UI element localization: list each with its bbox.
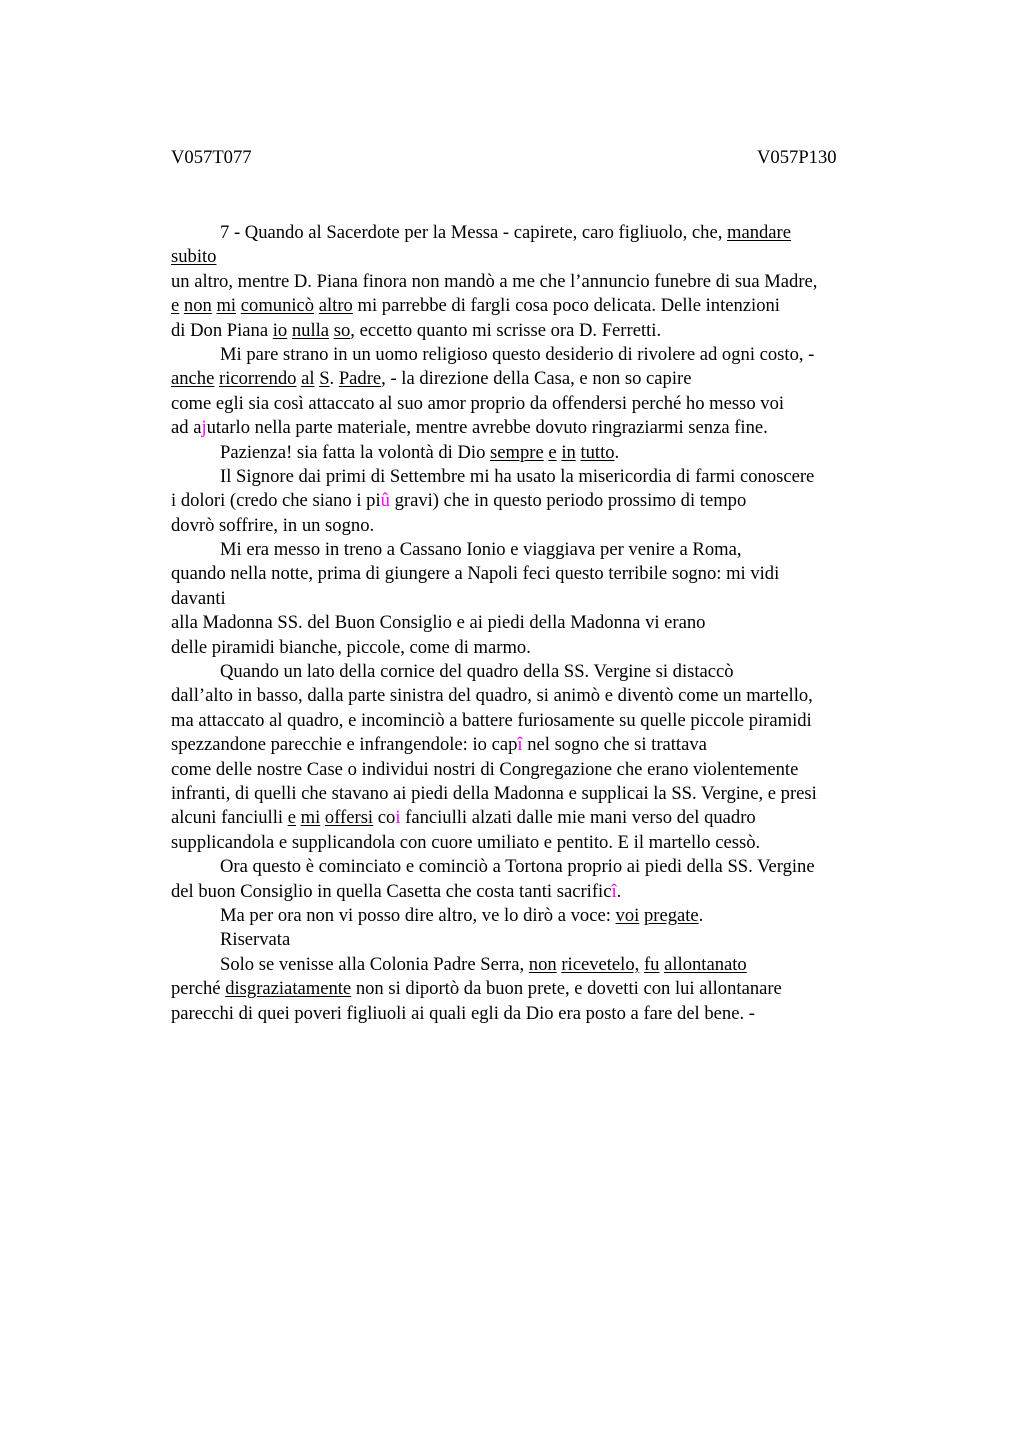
text-segment: Pazienza! sia fatta la volontà di Dio	[220, 441, 491, 463]
text-segment: delle piramidi bianche, piccole, come di marmo.	[171, 636, 531, 658]
text-line	[171, 880, 901, 904]
text-segment: davanti	[171, 587, 226, 609]
text-line	[171, 465, 901, 489]
highlighted-char: i	[395, 807, 401, 829]
underlined-text: altro	[318, 295, 353, 317]
text-line	[171, 758, 901, 782]
underlined-text: ricorrendo	[219, 368, 297, 390]
text-segment: ma attaccato al quadro, e incominciò a battere furiosamente su quelle piccole piramidi	[171, 709, 812, 731]
text-line	[171, 416, 901, 440]
document-code-left: V057T077	[171, 147, 252, 168]
highlighted-char: j	[201, 417, 207, 439]
text-line	[171, 319, 901, 343]
text-segment: come egli sia così attaccato al suo amor proprio da offendersi perché ho messo voi	[171, 392, 785, 414]
text-line	[171, 489, 901, 513]
underlined-text: S	[319, 368, 330, 390]
text-line	[171, 636, 901, 660]
text-segment: .	[329, 368, 339, 390]
text-segment: i dolori (credo che siano i pi	[171, 490, 381, 512]
text-segment: .	[698, 904, 704, 926]
text-line	[171, 392, 901, 416]
text-line	[171, 514, 901, 538]
text-segment: parecchi di quei poveri figliuoli ai quali egli da Dio era posto a fare del bene. -	[171, 1002, 755, 1024]
text-segment: Quando un lato della cornice del quadro della SS. Vergine si distaccò	[220, 661, 734, 683]
text-segment: di Don Piana	[171, 319, 273, 341]
page-code-right: V057P130	[757, 147, 837, 168]
text-line	[171, 1002, 901, 1026]
underlined-text: mandare	[727, 222, 792, 243]
text-line	[171, 367, 901, 391]
text-segment: .	[614, 441, 620, 463]
underlined-text: fu	[643, 953, 660, 975]
text-segment: dall’alto in basso, dalla parte sinistra del quadro, si animò e diventò come un martello,	[171, 685, 813, 707]
text-segment: Mi era messo in treno a Cassano Ionio e viaggiava per venire a Roma,	[220, 539, 742, 561]
underlined-text: anche	[171, 368, 215, 390]
underlined-text: al	[301, 368, 315, 390]
text-segment: Riservata	[220, 929, 291, 951]
highlighted-char: î	[611, 880, 617, 902]
underlined-text: io	[272, 319, 288, 341]
text-line	[171, 709, 901, 733]
text-segment: co	[373, 807, 396, 829]
text-segment: Ora questo è cominciato e cominciò a Tortona proprio ai piedi della SS. Vergine	[220, 856, 815, 878]
text-segment: .	[616, 880, 622, 902]
text-line	[171, 562, 901, 586]
underlined-text: subito	[171, 246, 217, 268]
text-line	[171, 904, 901, 928]
underlined-text: e	[287, 807, 296, 829]
underlined-text: voi	[615, 904, 640, 926]
highlighted-char: î	[517, 734, 523, 756]
letter-body	[171, 221, 901, 1026]
text-line	[171, 294, 901, 318]
text-segment: dovrò soffrire, in un sogno.	[171, 514, 375, 536]
highlighted-char: û	[380, 490, 390, 512]
text-segment: alcuni fanciulli	[171, 807, 288, 829]
underlined-text: allontanato	[664, 953, 747, 975]
underlined-text: Padre	[338, 368, 382, 390]
text-line	[171, 245, 901, 269]
underlined-text: mi	[300, 807, 321, 829]
underlined-text: non	[528, 953, 557, 975]
text-segment: come delle nostre Case o individui nostri di Congregazione che erano violentemente	[171, 758, 799, 780]
text-line	[171, 953, 901, 977]
text-segment: Solo se venisse alla Colonia Padre Serra,	[220, 953, 529, 975]
underlined-text: tutto	[580, 441, 615, 463]
text-line	[171, 611, 901, 635]
text-segment: , eccetto quanto mi scrisse ora D. Ferretti.	[350, 319, 662, 341]
text-line	[171, 343, 901, 367]
text-line	[171, 221, 901, 245]
text-line	[171, 855, 901, 879]
underlined-text: in	[561, 441, 576, 463]
text-segment: mi parrebbe di fargli cosa poco delicata. Delle intenzioni	[352, 295, 780, 317]
underlined-text: mi	[216, 295, 237, 317]
text-segment: quando nella notte, prima di giungere a Napoli feci questo terribile sogno: mi vidi	[171, 563, 780, 585]
text-segment: del buon Consiglio in quella Casetta che costa tanti sacrific	[171, 880, 612, 902]
underlined-text: e	[171, 295, 180, 317]
underlined-text: offersi	[324, 807, 374, 829]
underlined-text: pregate	[643, 904, 699, 926]
text-line	[171, 441, 901, 465]
text-segment: supplicandola e supplicandola con cuore umiliato e pentito. E il martello cessò.	[171, 831, 761, 853]
text-segment: infranti, di quelli che stavano ai piedi della Madonna e supplicai la SS. Vergine, e presi	[171, 782, 817, 804]
underlined-text: nulla	[291, 319, 330, 341]
text-line	[171, 782, 901, 806]
text-segment: 7 - Quando al Sacerdote per la Messa - capirete, caro figliuolo, che,	[220, 222, 727, 243]
text-segment: fanciulli alzati dalle mie mani verso del quadro	[400, 807, 756, 829]
underlined-text: comunicò	[240, 295, 315, 317]
text-segment: nel sogno che si trattava	[522, 734, 707, 756]
text-line	[171, 928, 901, 952]
text-segment: ad a	[171, 417, 202, 439]
underlined-text: non	[183, 295, 212, 317]
text-line	[171, 831, 901, 855]
underlined-text: e	[548, 441, 557, 463]
text-line	[171, 733, 901, 757]
underlined-text: sempre	[490, 441, 544, 463]
text-line	[171, 538, 901, 562]
text-segment: Il Signore dai primi di Settembre mi ha usato la misericordia di farmi conoscere	[220, 465, 815, 487]
text-segment: gravi) che in questo periodo prossimo di tempo	[389, 490, 747, 512]
text-segment: un altro, mentre D. Piana finora non mandò a me che l’annuncio funebre di sua Madre,	[171, 270, 818, 292]
underlined-text: so	[333, 319, 351, 341]
text-segment: , - la direzione della Casa, e non so capire	[381, 368, 692, 390]
text-segment: spezzandone parecchie e infrangendole: io cap	[171, 734, 518, 756]
text-line	[171, 587, 901, 611]
text-line	[171, 977, 901, 1001]
text-line	[171, 270, 901, 294]
text-segment: perché	[171, 978, 226, 1000]
text-line	[171, 660, 901, 684]
text-segment: utarlo nella parte materiale, mentre avrebbe dovuto ringraziarmi senza fine.	[206, 417, 768, 439]
underlined-text: disgraziatamente	[225, 978, 352, 1000]
text-segment: Ma per ora non vi posso dire altro, ve lo dirò a voce:	[220, 904, 616, 926]
text-line	[171, 806, 901, 830]
text-segment: alla Madonna SS. del Buon Consiglio e ai piedi della Madonna vi erano	[171, 612, 706, 634]
underlined-text: ricevetelo,	[561, 953, 640, 975]
text-segment: non si diportò da buon prete, e dovetti con lui allontanare	[351, 978, 782, 1000]
text-line	[171, 684, 901, 708]
text-segment: Mi pare strano in un uomo religioso questo desiderio di rivolere ad ogni costo, -	[220, 343, 815, 365]
